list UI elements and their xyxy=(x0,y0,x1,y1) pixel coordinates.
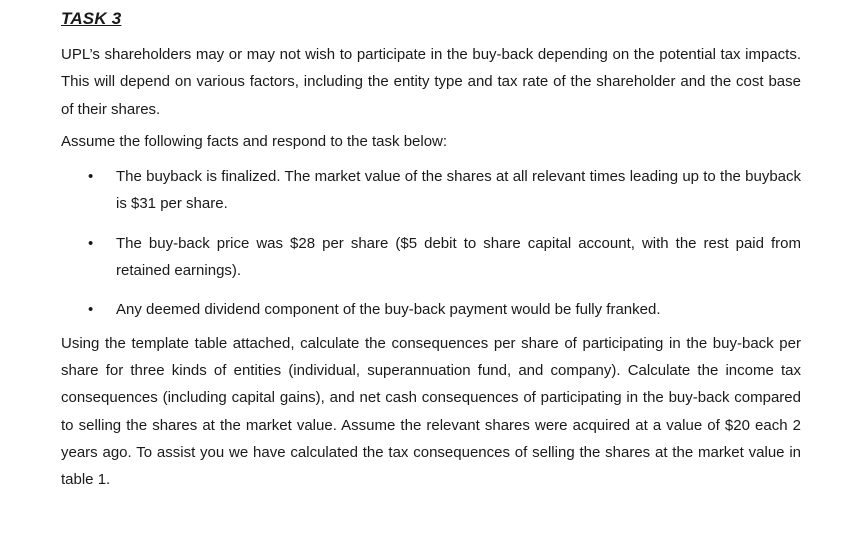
bullet-icon: • xyxy=(88,168,94,186)
list-item xyxy=(61,230,801,285)
assumptions-lead-in: Assume the following facts and respond to the task below: xyxy=(61,132,448,150)
bullet-text: Any deemed dividend component of the buy-back payment would be fully franked. xyxy=(116,301,661,319)
task-document xyxy=(61,9,801,493)
bullet-text: The buy-back price was $28 per share ($5 debit to share capital account, with the rest paid from retained earnings). xyxy=(116,234,801,280)
bullet-icon: • xyxy=(88,234,94,252)
list-item xyxy=(61,163,801,218)
list-item xyxy=(61,296,801,323)
bullet-text: The buyback is finalized. The market value of the shares at all relevant times leading up to the buyback is $31 per share. xyxy=(116,168,801,213)
bullet-icon: • xyxy=(88,301,94,319)
intro-paragraph: UPL’s shareholders may or may not wish to participate in the buy-back depending on the potential tax impacts. This will depend on various factors, including the entity type and tax rate of the shareholder and the cost base of their shares. xyxy=(61,46,801,118)
instructions-paragraph: Using the template table attached, calculate the consequences per share of participating in the buy-back per share for three kinds of entities (individual, superannuation fund, and company). Calculate the income tax consequences (including capital gains), and net cash consequences of participating in the buy-back compared to selling the shares at the market value. Assume the relevant shares were acquired at a value of $20 each 2 years ago. To assist you we have calculated the tax consequences of selling the shares at the market value in table 1. xyxy=(61,334,801,489)
task-title: TASK 3 xyxy=(61,9,122,28)
assumptions-list xyxy=(61,163,801,323)
